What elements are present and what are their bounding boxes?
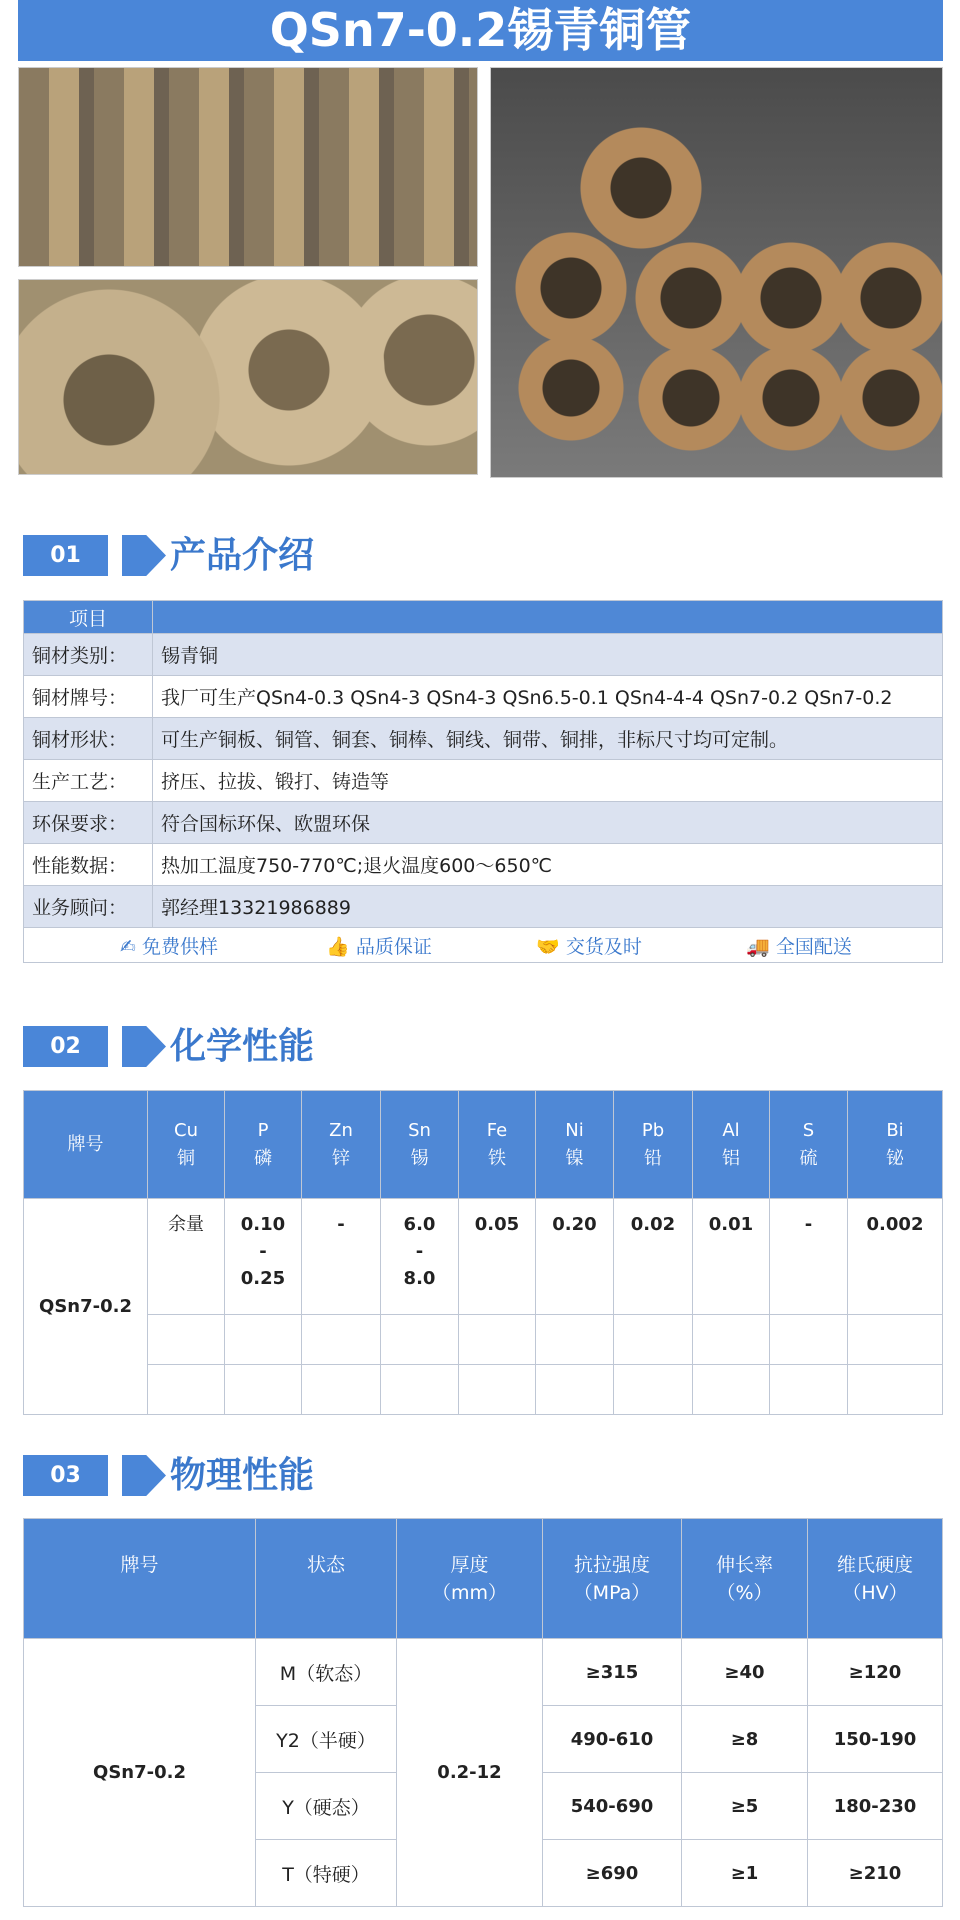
section-title: 化学性能	[170, 1026, 315, 1067]
empty-cell	[148, 1315, 225, 1365]
table-row	[24, 802, 943, 844]
element-symbol: Bi	[886, 1119, 904, 1141]
element-symbol: Pb	[641, 1119, 665, 1141]
handshake-icon: 🤝	[536, 935, 560, 958]
value-cell: 0.20	[536, 1199, 614, 1315]
empty-cell	[848, 1315, 943, 1365]
value-cell: 余量	[148, 1199, 225, 1315]
hardness-cell: 180-230	[808, 1773, 943, 1840]
empty-cell	[614, 1315, 693, 1365]
feature-item	[487, 932, 697, 959]
column-header	[848, 1091, 943, 1199]
column-header	[24, 1091, 148, 1199]
table-row	[24, 634, 943, 676]
element-name: 铜	[177, 1147, 195, 1169]
row-label: 生产工艺：	[24, 760, 153, 802]
tensile-cell: 490-610	[543, 1706, 682, 1773]
table-row	[24, 1639, 943, 1706]
element-symbol: 牌号	[67, 1133, 104, 1155]
element-symbol: Cu	[174, 1119, 198, 1141]
tensile-cell: 540-690	[543, 1773, 682, 1840]
empty-cell	[693, 1315, 770, 1365]
column-header	[770, 1091, 848, 1199]
column-header	[459, 1091, 536, 1199]
element-name: 锡	[410, 1147, 429, 1169]
column-header	[225, 1091, 302, 1199]
element-symbol: Zn	[329, 1119, 353, 1141]
column-header	[302, 1091, 381, 1199]
column-header: 牌号	[24, 1519, 256, 1639]
elongation-cell: ≥40	[682, 1639, 808, 1706]
value-cell: 0.02	[614, 1199, 693, 1315]
empty-cell	[225, 1365, 302, 1415]
column-header: 状态	[256, 1519, 397, 1639]
intro-table	[23, 600, 943, 963]
row-value: 符合国标环保、欧盟环保	[153, 802, 943, 844]
element-name: 铅	[644, 1147, 662, 1169]
empty-cell	[381, 1365, 459, 1415]
section-title: 物理性能	[170, 1455, 315, 1496]
row-label: 铜材形状：	[24, 718, 153, 760]
table-row	[24, 760, 943, 802]
value-cell: -	[302, 1199, 381, 1315]
element-name: 铁	[488, 1147, 506, 1169]
chevron-right-icon	[122, 535, 166, 576]
feature-label: 品质保证	[355, 935, 432, 958]
chevron-right-icon	[122, 1026, 166, 1067]
row-value: 我厂可生产QSn4-0.3 QSn4-3 QSn4-3 QSn6.5-0.1 QSn4-4-4 QSn7-0.2 QSn7-0.2	[153, 676, 943, 718]
state-cell: T（特硬）	[256, 1840, 397, 1907]
empty-cell	[770, 1365, 848, 1415]
truck-icon: 🚚	[746, 935, 770, 958]
tensile-cell: ≥690	[543, 1840, 682, 1907]
physical-table	[23, 1518, 943, 1907]
tensile-cell: ≥315	[543, 1639, 682, 1706]
row-value: 热加工温度750-770℃;退火温度600～650℃	[153, 844, 943, 886]
element-name: 磷	[254, 1147, 272, 1169]
empty-cell	[459, 1315, 536, 1365]
table-row	[24, 676, 943, 718]
value-cell: 6.0 - 8.0	[381, 1199, 459, 1315]
empty-cell	[536, 1315, 614, 1365]
element-symbol: S	[802, 1119, 815, 1141]
grade-cell: QSn7-0.2	[24, 1639, 256, 1907]
photo-tube-bundle	[18, 67, 478, 267]
row-label: 环保要求：	[24, 802, 153, 844]
table-row	[24, 886, 943, 928]
section-title: 产品介绍	[170, 535, 315, 576]
element-name: 硫	[799, 1147, 818, 1169]
element-symbol: Fe	[486, 1119, 508, 1141]
state-cell: Y2（半硬）	[256, 1706, 397, 1773]
empty-cell	[148, 1365, 225, 1415]
header-cell: 项目	[24, 601, 153, 634]
value-cell: 0.002	[848, 1199, 943, 1315]
empty-cell	[614, 1365, 693, 1415]
state-cell: M（软态）	[256, 1639, 397, 1706]
empty-cell	[302, 1365, 381, 1415]
column-header: 伸长率 （%）	[682, 1519, 808, 1639]
element-name: 铝	[722, 1147, 740, 1169]
thumbs-up-icon: 👍	[326, 935, 350, 958]
column-header: 维氏硬度 （HV）	[808, 1519, 943, 1639]
column-header: 厚度 （mm）	[397, 1519, 543, 1639]
element-name: 镍	[565, 1147, 584, 1169]
empty-cell	[536, 1365, 614, 1415]
feature-item	[697, 932, 907, 959]
column-header	[614, 1091, 693, 1199]
thickness-cell: 0.2-12	[397, 1639, 543, 1907]
table-row	[24, 844, 943, 886]
column-header	[693, 1091, 770, 1199]
element-symbol: Sn	[408, 1119, 431, 1141]
pen-icon: ✍	[120, 935, 136, 958]
state-cell: Y（硬态）	[256, 1773, 397, 1840]
element-symbol: Al	[722, 1119, 740, 1141]
element-name: 铋	[886, 1147, 904, 1169]
hardness-cell: ≥120	[808, 1639, 943, 1706]
feature-item	[277, 932, 487, 959]
column-header	[536, 1091, 614, 1199]
feature-label: 交货及时	[565, 935, 642, 958]
element-symbol: Ni	[565, 1119, 584, 1141]
empty-cell	[225, 1315, 302, 1365]
empty-cell	[459, 1365, 536, 1415]
row-label: 性能数据：	[24, 844, 153, 886]
row-value: 锡青铜	[153, 634, 943, 676]
chemical-table	[23, 1090, 943, 1415]
element-symbol: P	[257, 1119, 269, 1141]
feature-item	[67, 932, 277, 959]
photo-square-tubes	[490, 67, 943, 478]
elongation-cell: ≥8	[682, 1706, 808, 1773]
value-cell: 0.01	[693, 1199, 770, 1315]
column-header: 抗拉强度 （MPa）	[543, 1519, 682, 1639]
hardness-cell: 150-190	[808, 1706, 943, 1773]
chevron-right-icon	[122, 1455, 166, 1496]
section-number: 01	[23, 535, 108, 576]
empty-cell	[693, 1365, 770, 1415]
value-cell: 0.10 - 0.25	[225, 1199, 302, 1315]
hardness-cell: ≥210	[808, 1840, 943, 1907]
element-name: 锌	[332, 1147, 350, 1169]
grade-cell: QSn7-0.2	[24, 1199, 148, 1415]
column-header	[148, 1091, 225, 1199]
row-value: 挤压、拉拔、锻打、铸造等	[153, 760, 943, 802]
empty-cell	[770, 1315, 848, 1365]
row-label: 铜材牌号：	[24, 676, 153, 718]
row-label: 铜材类别：	[24, 634, 153, 676]
section-number: 02	[23, 1026, 108, 1067]
section-number: 03	[23, 1455, 108, 1496]
features-row	[24, 928, 943, 963]
row-value: 郭经理13321986889	[153, 886, 943, 928]
table-row	[24, 718, 943, 760]
photo-tube-ends	[18, 279, 478, 475]
elongation-cell: ≥5	[682, 1773, 808, 1840]
page-title: QSn7-0.2锡青铜管	[18, 0, 943, 61]
value-cell: -	[770, 1199, 848, 1315]
empty-cell	[381, 1315, 459, 1365]
value-cell: 0.05	[459, 1199, 536, 1315]
column-header	[381, 1091, 459, 1199]
feature-label: 全国配送	[775, 935, 852, 958]
row-value: 可生产铜板、铜管、铜套、铜棒、铜线、铜带、铜排，非标尺寸均可定制。	[153, 718, 943, 760]
empty-cell	[302, 1315, 381, 1365]
feature-label: 免费供样	[141, 935, 218, 958]
empty-cell	[848, 1365, 943, 1415]
elongation-cell: ≥1	[682, 1840, 808, 1907]
row-label: 业务顾问：	[24, 886, 153, 928]
